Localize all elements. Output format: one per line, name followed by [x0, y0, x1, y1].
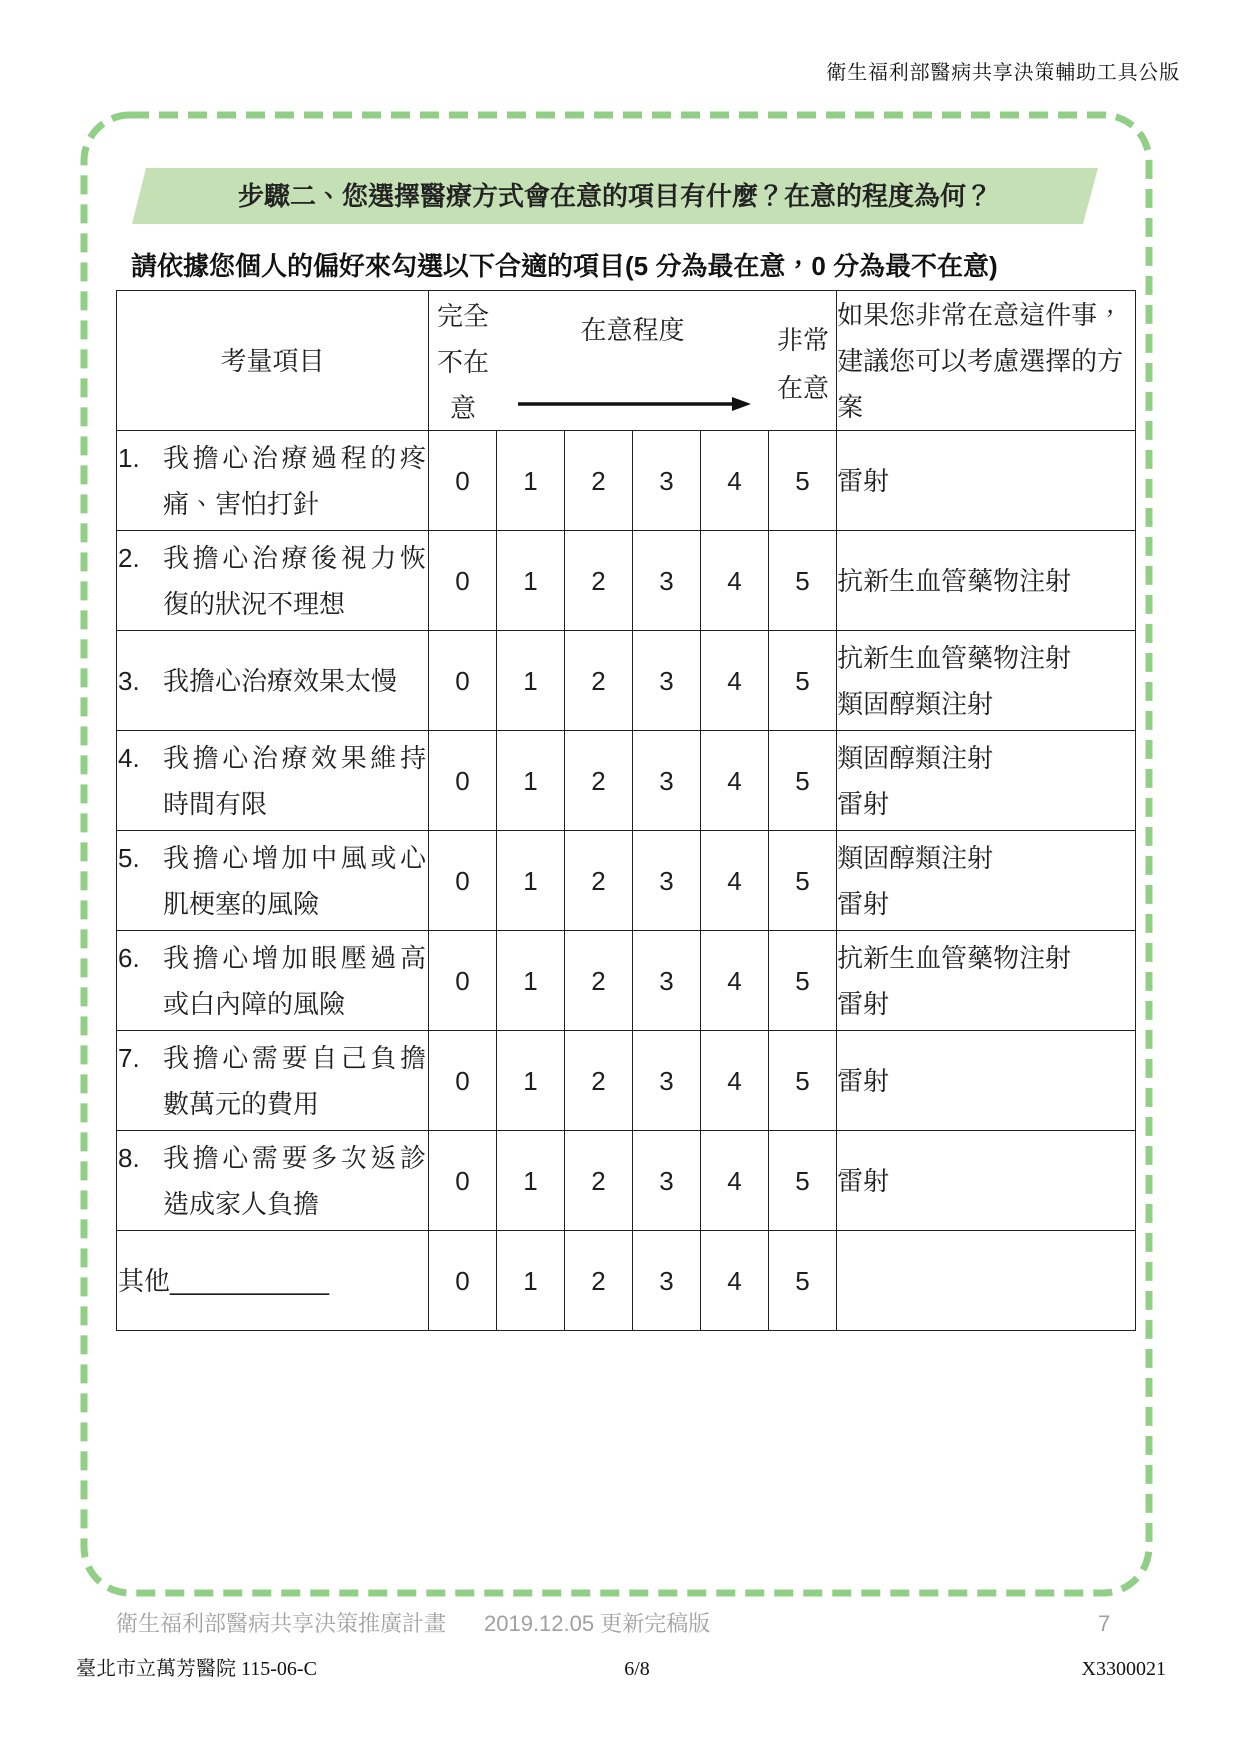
item-text-line: 我擔心增加眼壓過高	[163, 942, 426, 973]
score-option-4: 4	[701, 631, 769, 731]
suggestion-text: 類固醇類注射	[837, 742, 994, 773]
score-option-2: 2	[565, 1231, 633, 1331]
item-number: 1.	[118, 442, 140, 473]
suggestion-cell	[837, 1031, 1136, 1131]
table-row	[117, 1231, 1136, 1331]
scale-least-line: 完全	[436, 300, 489, 331]
score-option-5: 5	[769, 731, 837, 831]
item-cell	[117, 431, 429, 531]
score-option-5: 5	[769, 1131, 837, 1231]
item-number: 8.	[118, 1142, 140, 1173]
score-option-3: 3	[633, 431, 701, 531]
item-text-line: 我擔心需要自己負擔	[163, 1042, 426, 1073]
print-footer-code: X3300021	[1081, 1658, 1166, 1680]
item-content	[117, 1035, 428, 1127]
score-option-2: 2	[565, 931, 633, 1031]
item-number: 3.	[118, 665, 140, 696]
score-option-2: 2	[565, 431, 633, 531]
item-text-line: 造成家人負擔	[163, 1188, 320, 1219]
score-option-4: 4	[701, 531, 769, 631]
item-cell	[117, 731, 429, 831]
suggestion-cell	[837, 931, 1136, 1031]
suggestion-cell	[837, 431, 1136, 531]
table-header-row	[117, 291, 1136, 431]
score-option-3: 3	[633, 1031, 701, 1131]
scale-most-label	[775, 316, 831, 412]
suggestion-cell	[837, 731, 1136, 831]
suggestion-text: 雷射	[837, 988, 890, 1019]
table-row	[117, 731, 1136, 831]
item-number: 4.	[118, 742, 140, 773]
print-footer-page: 6/8	[624, 1658, 650, 1680]
score-option-0: 0	[429, 831, 497, 931]
score-option-1: 1	[497, 931, 565, 1031]
footer-version: 2019.12.05 更新完稿版	[484, 1611, 711, 1636]
item-cell	[117, 631, 429, 731]
score-option-0: 0	[429, 431, 497, 531]
item-text	[163, 835, 426, 927]
score-option-1: 1	[497, 531, 565, 631]
table-row	[117, 931, 1136, 1031]
suggestion-header-line: 建議您可以考慮選擇的方	[837, 345, 1124, 376]
suggestion-cell	[837, 631, 1136, 731]
item-text-line: 我擔心治療效果維持	[163, 742, 426, 773]
score-option-5: 5	[769, 631, 837, 731]
score-option-3: 3	[633, 1131, 701, 1231]
score-option-4: 4	[701, 831, 769, 931]
score-option-1: 1	[497, 1231, 565, 1331]
score-option-4: 4	[701, 1231, 769, 1331]
score-option-1: 1	[497, 1031, 565, 1131]
item-text-line: 我擔心治療後視力恢	[163, 542, 426, 573]
table-row	[117, 631, 1136, 731]
score-option-2: 2	[565, 1031, 633, 1131]
item-text-line: 肌梗塞的風險	[163, 888, 320, 919]
column-header-scale	[429, 291, 837, 431]
scale-least-line: 意	[449, 392, 476, 423]
item-text-line: 數萬元的費用	[163, 1088, 320, 1119]
suggestion-text: 雷射	[837, 788, 890, 819]
item-text-line: 我擔心治療過程的疼	[163, 442, 426, 473]
score-option-5: 5	[769, 1031, 837, 1131]
item-cell	[117, 531, 429, 631]
document-header-title: 衛生福利部醫病共享決策輔助工具公版	[826, 62, 1180, 84]
score-option-0: 0	[429, 1031, 497, 1131]
suggestion-text: 類固醇類注射	[837, 688, 994, 719]
score-option-5: 5	[769, 931, 837, 1031]
item-content	[117, 935, 428, 1027]
table-row	[117, 431, 1136, 531]
score-option-5: 5	[769, 831, 837, 931]
item-cell	[117, 1031, 429, 1131]
suggestion-cell	[837, 831, 1136, 931]
score-option-3: 3	[633, 931, 701, 1031]
item-text-line: 我擔心增加中風或心	[163, 842, 426, 873]
score-option-1: 1	[497, 1131, 565, 1231]
item-text	[163, 1035, 426, 1127]
suggestion-cell	[837, 531, 1136, 631]
suggestion-text: 雷射	[837, 888, 890, 919]
scale-header	[429, 292, 836, 430]
suggestion-text: 雷射	[837, 1165, 890, 1196]
item-cell	[117, 1231, 429, 1331]
suggestion-cell	[837, 1231, 1136, 1331]
print-footer-hospital: 臺北市立萬芳醫院 115-06-C	[76, 1658, 317, 1680]
footer-program: 衛生福利部醫病共享決策推廣計畫	[116, 1611, 447, 1636]
item-content	[117, 835, 428, 927]
item-cell	[117, 1131, 429, 1231]
item-text	[117, 1258, 425, 1304]
item-content	[117, 435, 428, 527]
item-text	[163, 1135, 426, 1227]
suggestion-header-line: 如果您非常在意這件事，	[837, 299, 1124, 330]
column-header-suggestion	[837, 291, 1136, 431]
score-option-2: 2	[565, 731, 633, 831]
table-body	[117, 431, 1136, 1331]
table-row	[117, 1131, 1136, 1231]
score-option-3: 3	[633, 831, 701, 931]
score-option-1: 1	[497, 631, 565, 731]
item-number: 5.	[118, 842, 140, 873]
score-option-2: 2	[565, 831, 633, 931]
item-text	[163, 735, 426, 827]
table-row	[117, 1031, 1136, 1131]
score-option-4: 4	[701, 1131, 769, 1231]
score-option-1: 1	[497, 831, 565, 931]
suggestion-text: 抗新生血管藥物注射	[837, 565, 1072, 596]
table-row	[117, 531, 1136, 631]
column-header-item: 考量項目	[117, 291, 429, 431]
item-text-line: 痛、害怕打針	[163, 488, 320, 519]
instruction-text: 請依據您個人的偏好來勾選以下合適的項目(5 分為最在意，0 分為最不在意)	[131, 251, 998, 281]
score-option-0: 0	[429, 1131, 497, 1231]
score-option-5: 5	[769, 1231, 837, 1331]
table-row	[117, 831, 1136, 931]
score-option-5: 5	[769, 531, 837, 631]
item-content	[117, 1258, 428, 1304]
item-text-line: 時間有限	[163, 788, 268, 819]
item-number: 6.	[118, 942, 140, 973]
scale-most-line: 在意	[776, 372, 829, 403]
scale-degree-label: 在意程度	[580, 314, 685, 345]
score-option-4: 4	[701, 731, 769, 831]
item-number: 7.	[118, 1042, 140, 1073]
score-option-4: 4	[701, 1031, 769, 1131]
suggestion-text: 類固醇類注射	[837, 842, 994, 873]
step-title: 步驟二、您選擇醫療方式會在意的項目有什麼？在意的程度為何？	[237, 181, 992, 211]
score-option-1: 1	[497, 431, 565, 531]
item-content	[117, 735, 428, 827]
item-text-line: 其他___________	[118, 1265, 330, 1296]
scale-most-line: 非常	[776, 324, 829, 355]
score-option-3: 3	[633, 631, 701, 731]
score-option-2: 2	[565, 631, 633, 731]
score-option-0: 0	[429, 931, 497, 1031]
score-option-0: 0	[429, 1231, 497, 1331]
item-text	[163, 935, 426, 1027]
item-text-line: 我擔心需要多次返診	[163, 1142, 426, 1173]
score-option-0: 0	[429, 731, 497, 831]
suggestion-header-line: 案	[837, 391, 864, 422]
score-option-5: 5	[769, 431, 837, 531]
score-option-1: 1	[497, 731, 565, 831]
suggestion-text: 抗新生血管藥物注射	[837, 942, 1072, 973]
score-option-0: 0	[429, 631, 497, 731]
score-option-2: 2	[565, 1131, 633, 1231]
item-text-line: 我擔心治療效果太慢	[163, 665, 398, 696]
score-option-3: 3	[633, 531, 701, 631]
score-option-3: 3	[633, 1231, 701, 1331]
suggestion-cell	[837, 1131, 1136, 1231]
footer-page-number: 7	[1098, 1611, 1111, 1636]
item-cell	[117, 831, 429, 931]
score-option-4: 4	[701, 931, 769, 1031]
score-option-0: 0	[429, 531, 497, 631]
item-number: 2.	[118, 542, 140, 573]
item-cell	[117, 931, 429, 1031]
score-option-3: 3	[633, 731, 701, 831]
item-text-line: 或白內障的風險	[163, 988, 346, 1019]
item-text	[163, 435, 426, 527]
item-text-line: 復的狀況不理想	[163, 588, 346, 619]
item-text	[163, 535, 426, 627]
item-content	[117, 658, 428, 704]
score-option-4: 4	[701, 431, 769, 531]
item-text	[163, 658, 426, 704]
scale-least-line: 不在	[436, 346, 489, 377]
item-content	[117, 535, 428, 627]
item-content	[117, 1135, 428, 1227]
preference-table	[116, 290, 1136, 1331]
score-option-2: 2	[565, 531, 633, 631]
suggestion-text: 抗新生血管藥物注射	[837, 642, 1072, 673]
suggestion-text: 雷射	[837, 1065, 890, 1096]
suggestion-text: 雷射	[837, 465, 890, 496]
